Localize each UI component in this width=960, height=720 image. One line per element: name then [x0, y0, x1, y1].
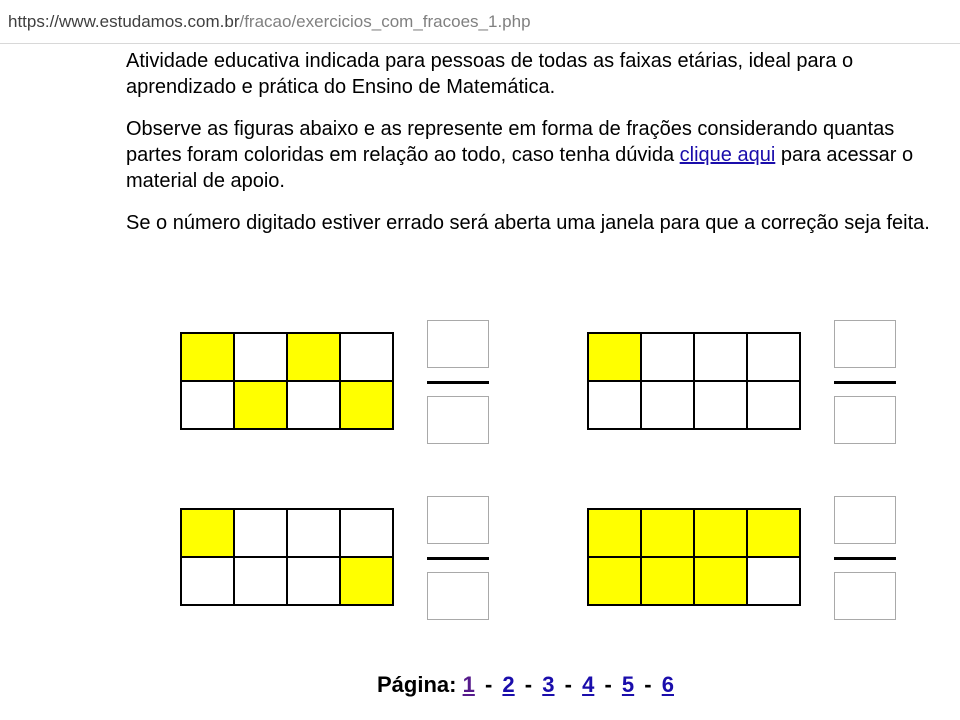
empty-cell: [642, 382, 695, 430]
denominator-input-4[interactable]: [834, 572, 896, 620]
numerator-input-1[interactable]: [427, 320, 489, 368]
empty-cell: [288, 510, 341, 558]
page-separator: -: [564, 672, 572, 697]
filled-cell: [341, 558, 394, 606]
empty-cell: [182, 558, 235, 606]
empty-cell: [235, 334, 288, 382]
empty-cell: [748, 558, 801, 606]
page-separator: -: [484, 672, 493, 697]
filled-cell: [589, 558, 642, 606]
empty-cell: [642, 334, 695, 382]
filled-cell: [642, 558, 695, 606]
fraction-figure-2: [587, 332, 801, 430]
empty-cell: [235, 558, 288, 606]
fraction-bar-2: [834, 381, 896, 384]
support-material-link[interactable]: clique aqui: [679, 144, 776, 166]
page-link-4[interactable]: 4: [582, 672, 595, 697]
empty-cell: [695, 334, 748, 382]
filled-cell: [589, 334, 642, 382]
empty-cell: [341, 334, 394, 382]
empty-cell: [341, 510, 394, 558]
filled-cell: [288, 334, 341, 382]
empty-cell: [235, 510, 288, 558]
numerator-input-3[interactable]: [427, 496, 489, 544]
instructions: [126, 48, 946, 252]
fraction-figure-3: [180, 508, 394, 606]
page-link-2[interactable]: 2: [502, 672, 515, 697]
pagination-label: Página:: [377, 672, 457, 697]
empty-cell: [695, 382, 748, 430]
denominator-input-2[interactable]: [834, 396, 896, 444]
fraction-bar-3: [427, 557, 489, 560]
denominator-input-1[interactable]: [427, 396, 489, 444]
page-link-5[interactable]: 5: [621, 672, 635, 697]
filled-cell: [695, 558, 748, 606]
page-link-6[interactable]: 6: [661, 672, 674, 697]
filled-cell: [589, 510, 642, 558]
filled-cell: [695, 510, 748, 558]
url-host: https://www.estudamos.com.br: [8, 12, 240, 31]
empty-cell: [748, 382, 801, 430]
url-path: /fracao/exercicios_com_fracoes_1.php: [239, 12, 531, 31]
denominator-input-3[interactable]: [427, 572, 489, 620]
intro-paragraph-1: Atividade educativa indicada para pessoas de todas as faixas etárias, ideal para o aprendizado e prática do Ensino de Matemática.: [126, 50, 854, 98]
intro-paragraph-3: Se o número digitado estiver errado será aberta uma janela para que a correção seja feita.: [126, 212, 930, 234]
intro-paragraph-2-start: Observe as figuras abaixo e as represente em forma de frações considerando quantas partes foram coloridas em relação ao todo, caso tenha dúvida: [126, 118, 895, 166]
empty-cell: [748, 334, 801, 382]
page-separator: -: [604, 672, 612, 697]
filled-cell: [235, 382, 288, 430]
filled-cell: [182, 510, 235, 558]
fraction-bar-1: [427, 381, 489, 384]
page-link-3[interactable]: 3: [542, 672, 555, 697]
numerator-input-4[interactable]: [834, 496, 896, 544]
fraction-figure-4: [587, 508, 801, 606]
intro-paragraph-2-end: para acessar o material de apoio.: [126, 144, 914, 192]
filled-cell: [748, 510, 801, 558]
empty-cell: [288, 558, 341, 606]
page-separator: -: [644, 672, 652, 697]
fraction-bar-4: [834, 557, 896, 560]
empty-cell: [288, 382, 341, 430]
address-bar[interactable]: [0, 0, 960, 44]
page-separator: -: [524, 672, 533, 697]
empty-cell: [589, 382, 642, 430]
empty-cell: [182, 382, 235, 430]
intro-paragraph-2: [126, 116, 946, 194]
page-link-1[interactable]: 1: [462, 672, 475, 697]
filled-cell: [182, 334, 235, 382]
fraction-figure-1: [180, 332, 394, 430]
filled-cell: [642, 510, 695, 558]
pagination: [377, 672, 674, 698]
numerator-input-2[interactable]: [834, 320, 896, 368]
filled-cell: [341, 382, 394, 430]
